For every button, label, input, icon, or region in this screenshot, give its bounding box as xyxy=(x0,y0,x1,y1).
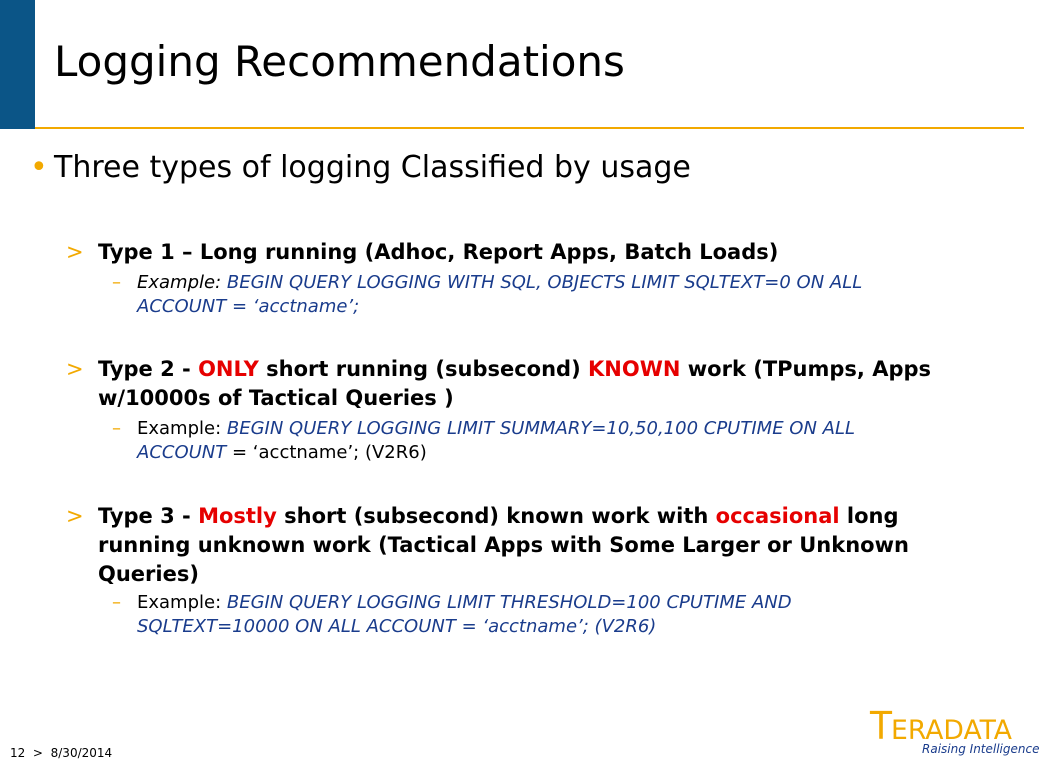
teradata-logo xyxy=(869,704,1039,758)
type-3-example-text xyxy=(137,591,932,639)
footer-separator: > xyxy=(32,746,43,760)
type-2-text: Type 2 - ONLY short running (subsecond) KNOWN work (TPumps, Apps w/10000s of Tactical Queries ) xyxy=(98,357,932,410)
logo-wordmark xyxy=(869,704,1015,748)
slide-footer xyxy=(10,746,112,760)
type-1-example xyxy=(112,271,932,319)
title-divider xyxy=(35,127,1024,129)
arrow-icon: > xyxy=(66,240,84,264)
type-1-example-text xyxy=(137,271,932,319)
type-3-item xyxy=(66,502,996,589)
example-label: Example: xyxy=(137,592,227,613)
dash-icon: – xyxy=(112,592,121,613)
slide-date: 8/30/2014 xyxy=(50,746,113,760)
emphasis-mostly: Mostly xyxy=(198,504,277,528)
slide-title: Logging Recommendations xyxy=(54,37,625,86)
dash-icon: – xyxy=(112,272,121,293)
type-2-example-text: Example: BEGIN QUERY LOGGING LIMIT SUMMARY=10,50,100 CPUTIME ON ALL ACCOUNT = ‘acctname’; (V2R6) xyxy=(137,418,856,463)
logo-tagline: Raising Intelligence xyxy=(922,742,1039,756)
bullet-icon: • xyxy=(30,150,48,185)
sql-statement: BEGIN QUERY LOGGING LIMIT SUMMARY=10,50,100 CPUTIME ON ALL ACCOUNT xyxy=(137,418,856,463)
type-1-item xyxy=(66,238,996,267)
emphasis-only: ONLY xyxy=(198,357,259,381)
main-bullet xyxy=(30,148,691,188)
title-accent-bar xyxy=(0,0,35,129)
example-label: Example: xyxy=(137,418,227,439)
main-bullet-text: Three types of logging Classified by usage xyxy=(54,150,691,185)
svg-text:T: T xyxy=(869,704,893,748)
dash-icon: – xyxy=(112,418,121,439)
arrow-icon: > xyxy=(66,357,84,381)
example-label: Example: xyxy=(137,272,227,293)
emphasis-known: KNOWN xyxy=(588,357,681,381)
svg-text:ERADATA: ERADATA xyxy=(891,715,1013,746)
type-3-text: Type 3 - Mostly short (subsecond) known work with occasional long running unknown work (Tactical Apps with Some Larger or Unknown Queries) xyxy=(98,504,909,586)
type-2-example xyxy=(112,417,932,465)
type-2-item xyxy=(66,355,996,413)
page-number: 12 xyxy=(10,746,26,760)
emphasis-occasional: occasional xyxy=(715,504,840,528)
sql-statement: BEGIN QUERY LOGGING LIMIT THRESHOLD=100 CPUTIME AND SQLTEXT=10000 ON ALL ACCOUNT = ‘acctname’; (V2R6) xyxy=(137,592,792,637)
sql-statement: BEGIN QUERY LOGGING WITH SQL, OBJECTS LIMIT SQLTEXT=0 ON ALL ACCOUNT = ‘acctname’; xyxy=(137,272,863,317)
type-1-text: Type 1 – Long running (Adhoc, Report Apps, Batch Loads) xyxy=(98,240,779,264)
type-3-example xyxy=(112,591,932,639)
arrow-icon: > xyxy=(66,504,84,528)
